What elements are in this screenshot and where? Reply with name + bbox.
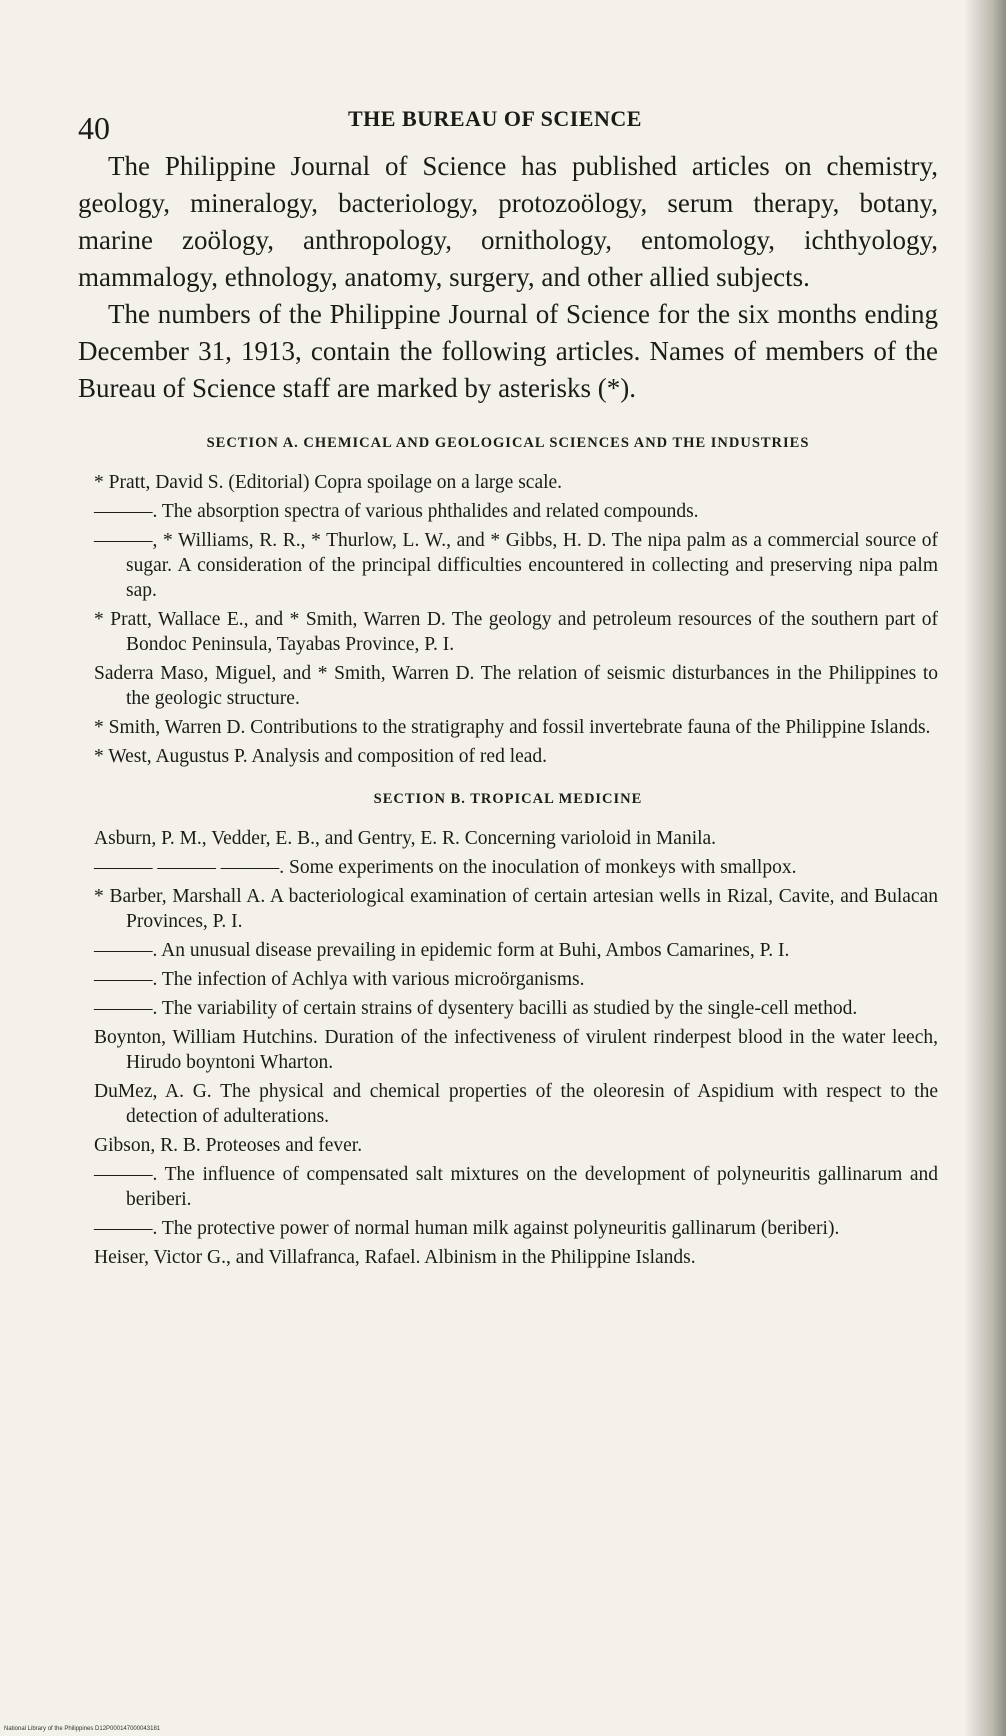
bibliography-entry: * Pratt, David S. (Editorial) Copra spoilage on a large scale.: [94, 472, 563, 493]
bibliography-entry: ———. The variability of certain strains of dysentery bacilli as studied by the single-cell method.: [94, 998, 858, 1019]
bibliography-entry: Heiser, Victor G., and Villafranca, Rafael. Albinism in the Philippine Islands.: [94, 1247, 696, 1268]
section-a: [78, 435, 938, 769]
bibliography-entry: * Smith, Warren D. Contributions to the stratigraphy and fossil invertebrate fauna of the Philippine Islands.: [94, 717, 931, 738]
bibliography-entry: DuMez, A. G. The physical and chemical properties of the oleoresin of Aspidium with respect to the detection of adulterations.: [94, 1081, 938, 1127]
bibliography-entry: * Pratt, Wallace E., and * Smith, Warren D. The geology and petroleum resources of the southern part of Bondoc Peninsula, Tayabas Province, P. I.: [94, 609, 938, 655]
bibliography-entry: * Barber, Marshall A. A bacteriological examination of certain artesian wells in Rizal, Cavite, and Bulacan Provinces, P. I.: [94, 886, 938, 932]
bibliography-entry: ———. The influence of compensated salt mixtures on the development of polyneuritis gallinarum and beriberi.: [94, 1164, 938, 1210]
bibliography-entry: Gibson, R. B. Proteoses and fever.: [94, 1135, 363, 1156]
section-b: [78, 791, 938, 1270]
bibliography-entry: Saderra Maso, Miguel, and * Smith, Warren D. The relation of seismic disturbances in the Philippines to the geologic structure.: [94, 663, 938, 709]
bibliography-entry: ———. The infection of Achlya with various microörganisms.: [94, 969, 585, 990]
bibliography-entry: Asburn, P. M., Vedder, E. B., and Gentry, E. R. Concerning varioloid in Manila.: [94, 828, 717, 849]
intro-text: [78, 148, 938, 407]
running-head: THE BUREAU OF SCIENCE: [348, 106, 642, 131]
bibliography-entry: ———. The protective power of normal human milk against polyneuritis gallinarum (beriberi).: [94, 1218, 840, 1239]
page-content: [78, 100, 938, 1274]
bibliography-entry: ———. The absorption spectra of various phthalides and related compounds.: [94, 501, 699, 522]
page-header: [78, 100, 938, 148]
bibliography-entry: ——— ——— ———. Some experiments on the inoculation of monkeys with smallpox.: [94, 857, 797, 878]
page-edge-shadow: [964, 0, 1006, 1736]
bibliography-entry: Boynton, William Hutchins. Duration of the infectiveness of virulent rinderpest blood in the water leech, Hirudo boyntoni Wharton.: [94, 1027, 938, 1073]
intro-paragraph-2: The numbers of the Philippine Journal of Science for the six months ending December 31, 1913, contain the following articles. Names of members of the Bureau of Science staff are marked by asterisks (*).: [78, 299, 938, 403]
section-a-heading: SECTION A. CHEMICAL AND GEOLOGICAL SCIENCES AND THE INDUSTRIES: [206, 435, 810, 451]
intro-paragraph-1: The Philippine Journal of Science has published articles on chemistry, geology, mineralogy, bacteriology, protozoölogy, serum therapy, botany, marine zoölogy, anthropology, ornithology, entomology, ichthyology, mammalogy, ethnology, anatomy, surgery, and other allied subjects.: [78, 151, 938, 292]
bibliography-entry: * West, Augustus P. Analysis and composition of red lead.: [94, 746, 548, 767]
page-number: 40: [78, 110, 110, 146]
section-b-heading: SECTION B. TROPICAL MEDICINE: [373, 791, 643, 807]
bibliography-entry: ———. An unusual disease prevailing in epidemic form at Buhi, Ambos Camarines, P. I.: [94, 940, 790, 961]
scan-footer-note: National Library of the Philippines D12P000147000043181: [4, 1726, 161, 1732]
bibliography-entry: ———, * Williams, R. R., * Thurlow, L. W., and * Gibbs, H. D. The nipa palm as a commercial source of sugar. A consideration of the principal difficulties encountered in collecting and preserving nipa palm sap.: [94, 530, 938, 601]
